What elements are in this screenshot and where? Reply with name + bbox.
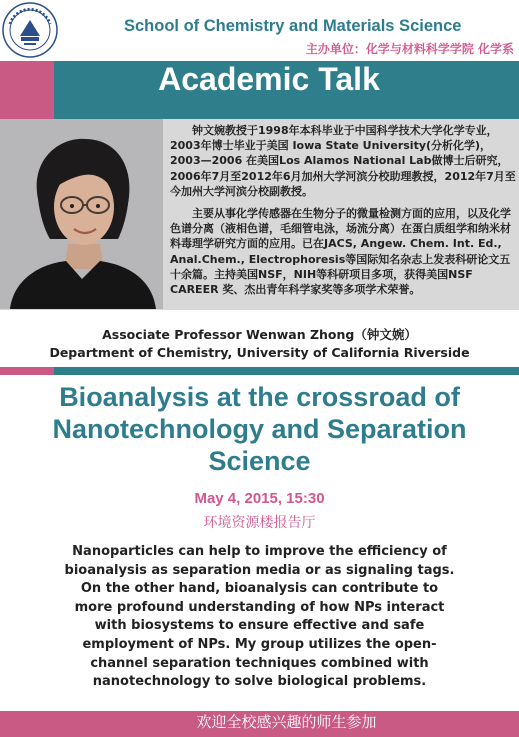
bio-paragraph-education: 钟文婉教授于1998年本科毕业于中国科学技术大学化学专业，2003年博士毕业于美国 Iowa State University(分析化学)，2003—2006 在美国Los Alamos National Lab做博士后研究，2006年7月至2012年6月加州大学河滨分校助理教授，2012年7月至今加州大学河滨分校副教授。 — [170, 124, 516, 198]
talk-date: May 4, 2015, 15:30 — [194, 490, 325, 507]
school-name: School of Chemistry and Materials Science — [124, 17, 462, 35]
speaker-photo — [0, 119, 163, 309]
divider-accent-block — [0, 367, 54, 375]
banner-title: Academic Talk — [158, 61, 380, 97]
talk-title: Bioanalysis at the crossroad of Nanotechnology and Separation Science — [52, 382, 467, 476]
university-logo — [2, 2, 58, 58]
footer-invitation: 欢迎全校感兴趣的师生参加 — [196, 713, 377, 731]
talk-venue: 环境资源楼报告厅 — [203, 515, 316, 531]
banner-accent-block — [0, 61, 54, 119]
talk-abstract: Nanoparticles can help to improve the efficiency of bioanalysis as separation media or as signaling tags. On the other hand, bioanalysis can contribute to more profound understanding of how NPs interact with biosystems to ensure effective and safe employment of NPs. My group utilizes the open-channel separation techniques combined with nanotechnology to solve biological problems. — [64, 544, 455, 690]
speaker-name: Associate Professor Wenwan Zhong（钟文婉） — [102, 327, 417, 342]
bio-paragraph-research: 主要从事化学传感器在生物分子的微量检测方面的应用，以及化学色谱分离（液相色谱，毛细管电泳，场流分离）在蛋白质组学和纳米材料毒理学研究方面的应用。已在JACS, Angew. Chem. Int. Ed., Anal.Chem., Electrophoresis等国际知名杂志上发表科研论文五十余篇。主持美国NSF，NIH等科研项目多项，获得美国NSF CAREER 奖、杰出青年科学家奖等多项学术荣誉。 — [170, 207, 511, 297]
footer-accent-block — [0, 711, 54, 737]
speaker-department: Department of Chemistry, University of California Riverside — [49, 345, 470, 360]
divider-bar — [54, 367, 519, 375]
host-line: 主办单位：化学与材料科学学院 化学系 — [305, 42, 514, 56]
